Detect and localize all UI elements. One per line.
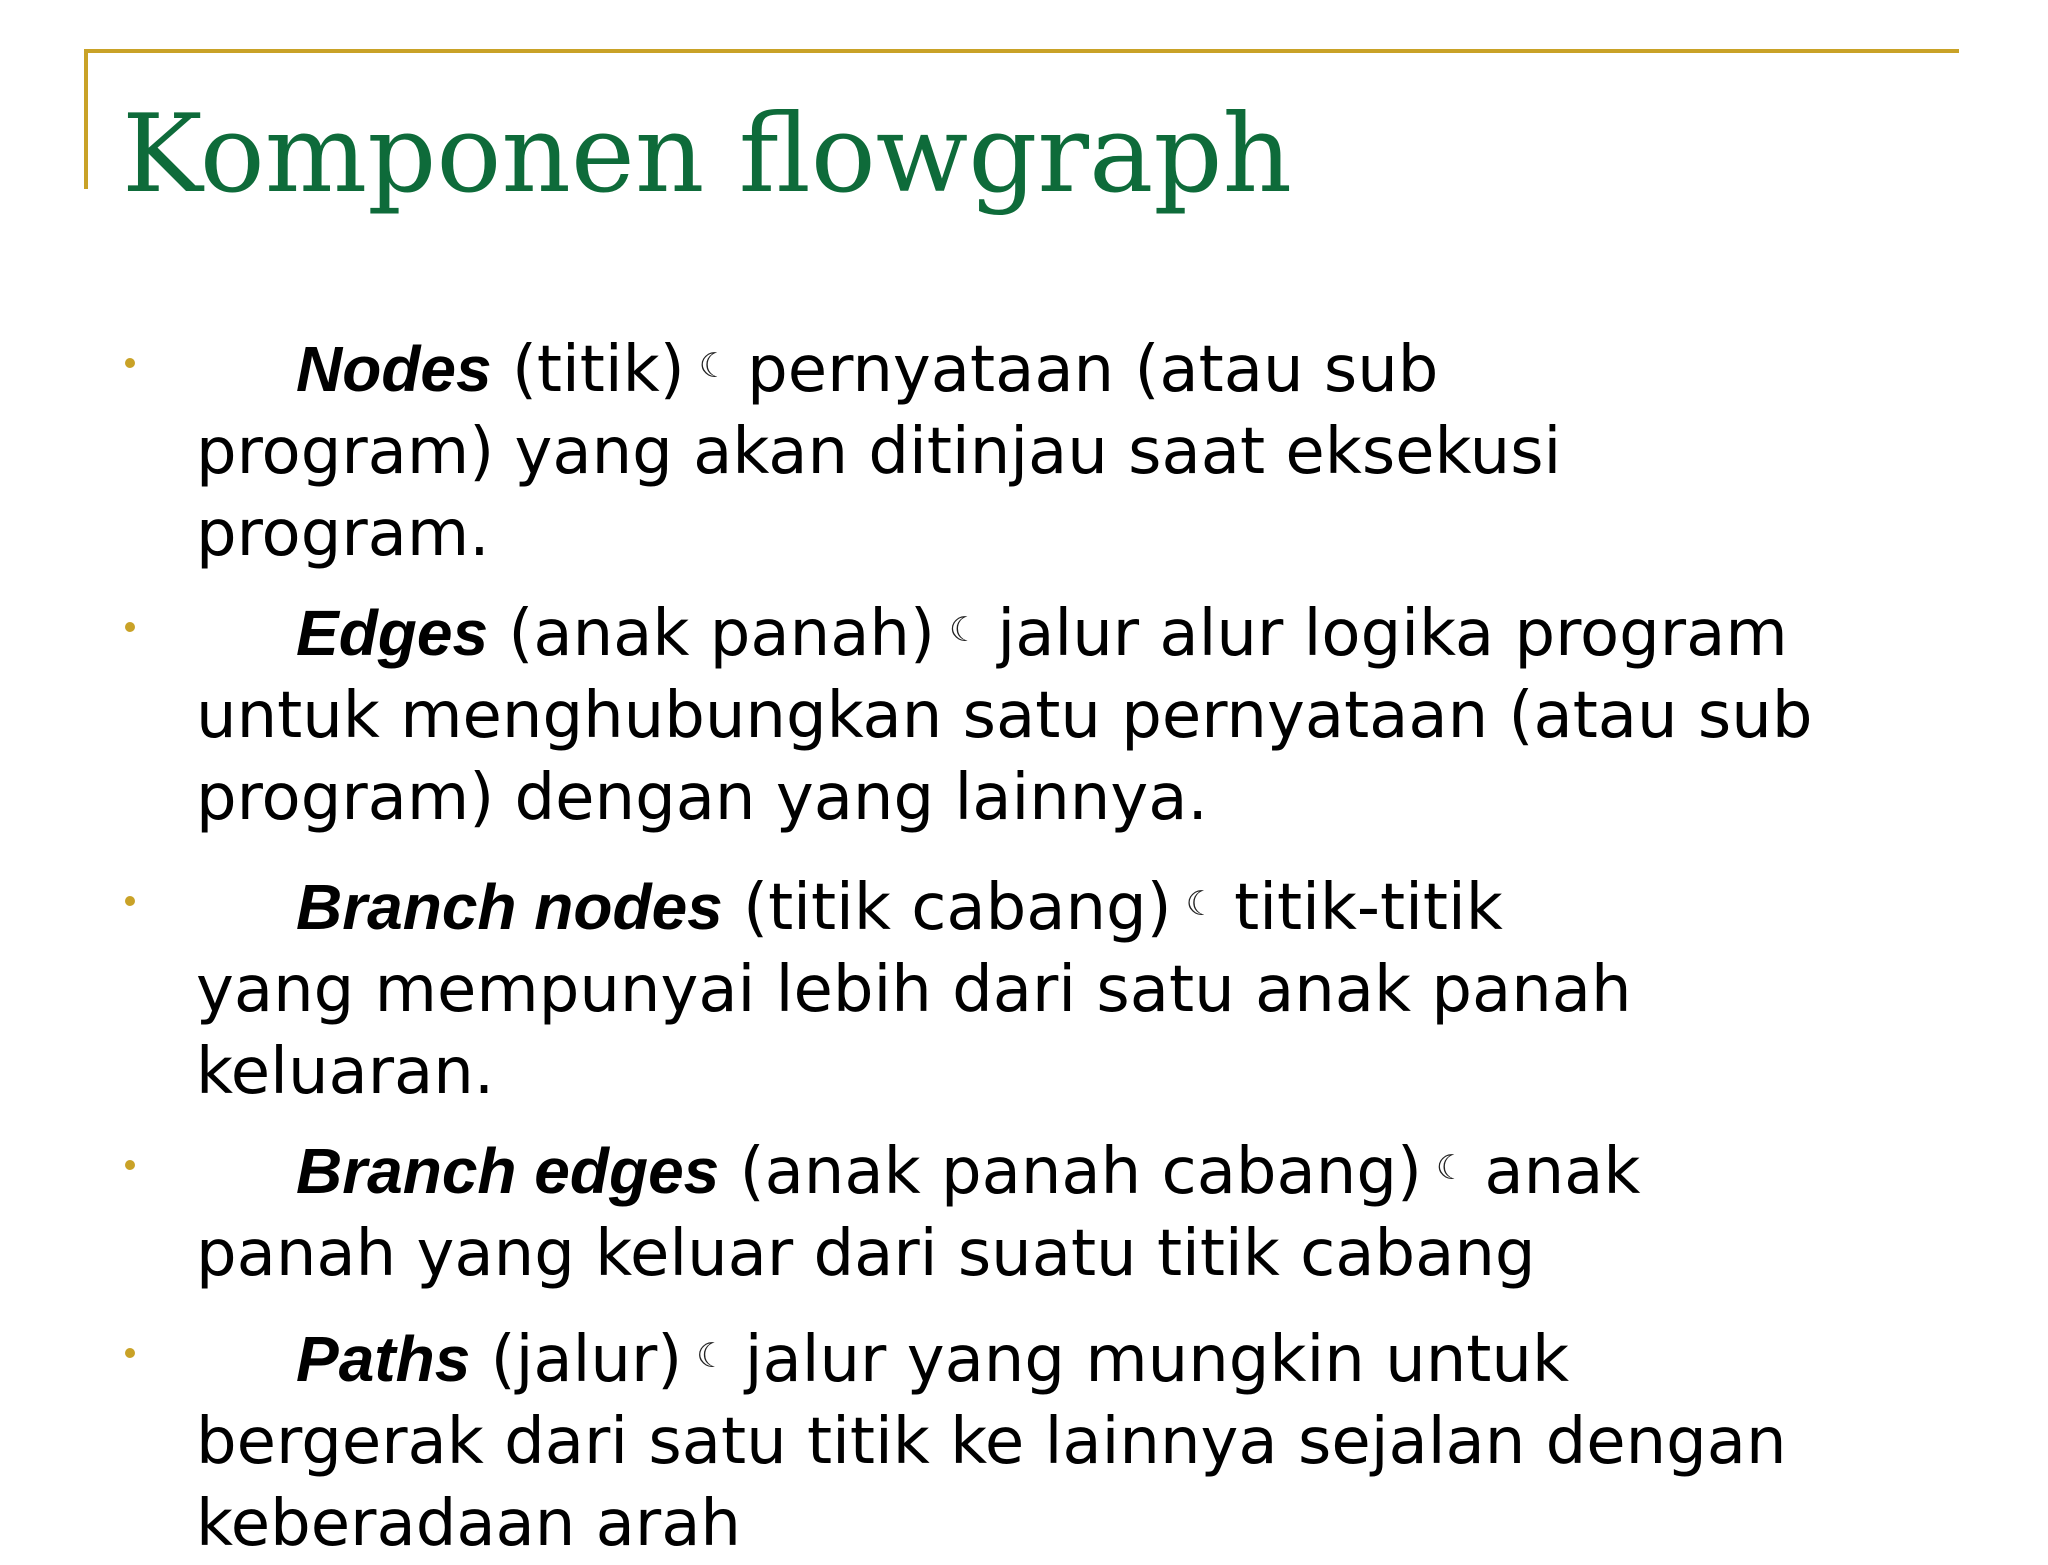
bullet-paren: (titik cabang) (722, 871, 1172, 945)
bullet-first-line (196, 325, 1896, 411)
bullet-line: yang mempunyai lebih dari satu anak panah (196, 953, 1632, 1027)
crescent-arrow-icon: ☾ (1185, 884, 1217, 924)
title-accent-line (84, 49, 1959, 53)
bullet-text (196, 589, 1896, 839)
bullet-line: panah yang keluar dari suatu titik cabang (196, 1217, 1536, 1291)
crescent-arrow-icon: ☾ (948, 610, 980, 650)
bullet-dot-icon (125, 622, 135, 632)
bullet-term: Nodes (296, 333, 492, 405)
bullet-term: Branch nodes (296, 871, 723, 943)
bullet-text (196, 1127, 1896, 1295)
bullet-term: Edges (296, 597, 489, 669)
bullet-paren: (titik) (491, 333, 685, 407)
bullet-line: keluaran. (196, 1035, 495, 1109)
bullet-dot-icon (125, 1160, 135, 1170)
bullet-term: Branch edges (296, 1135, 720, 1207)
bullet-first-line (196, 1127, 1896, 1213)
bullet-paren: (anak panah) (488, 597, 935, 671)
bullet-definition: titik-titik (1234, 871, 1503, 945)
bullet-paren: (anak panah cabang) (719, 1135, 1422, 1209)
crescent-arrow-icon: ☾ (696, 1336, 727, 1376)
title-accent-bar (84, 49, 88, 189)
bullet-dot-icon (125, 358, 135, 368)
bullet-definition: pernyataan (atau sub (747, 333, 1439, 407)
bullet-line: program) dengan yang lainnya. (196, 761, 1208, 835)
crescent-arrow-icon: ☾ (1435, 1148, 1467, 1188)
bullet-line: program. (196, 497, 490, 571)
bullet-first-line (196, 863, 1896, 949)
bullet-definition: anak (1484, 1135, 1641, 1209)
bullet-text (196, 1315, 1896, 1565)
bullet-first-line (196, 1315, 1896, 1401)
bullet-term: Paths (296, 1323, 471, 1395)
bullet-line: untuk menghubungkan satu pernyataan (atau sub (196, 679, 1813, 753)
bullet-line: keberadaan arah (196, 1487, 741, 1561)
bullet-first-line (196, 589, 1896, 675)
bullet-paren: (jalur) (470, 1323, 683, 1397)
bullet-definition: jalur alur logika program (997, 597, 1788, 671)
bullet-definition: jalur yang mungkin untuk (744, 1323, 1570, 1397)
bullet-dot-icon (125, 896, 135, 906)
bullet-line: program) yang akan ditinjau saat eksekusi (196, 415, 1562, 489)
bullet-dot-icon (125, 1348, 135, 1358)
slide-title: Komponen flowgraph (122, 92, 1293, 217)
bullet-text (196, 325, 1896, 575)
bullet-line: bergerak dari satu titik ke lainnya sejalan dengan (196, 1405, 1787, 1479)
bullet-text (196, 863, 1896, 1113)
crescent-arrow-icon: ☾ (698, 346, 730, 386)
